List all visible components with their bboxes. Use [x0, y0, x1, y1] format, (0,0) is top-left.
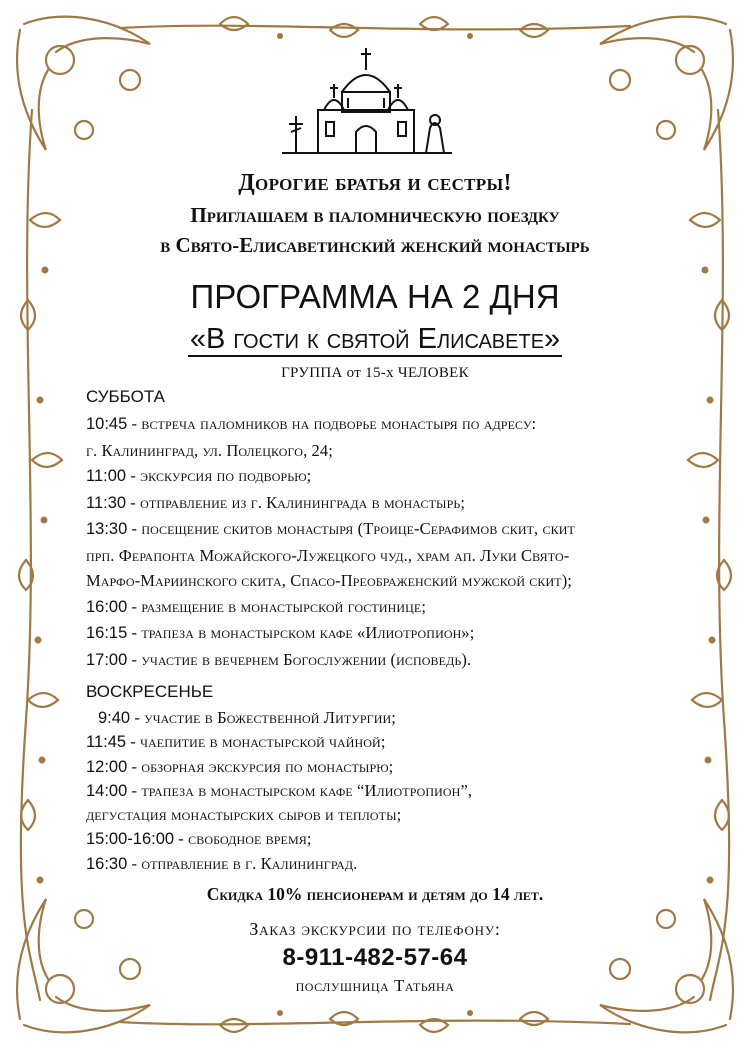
- schedule-desc: дегустация монастырских сыров и теплоты;: [86, 805, 402, 825]
- phone-number[interactable]: 8-911-482-57-64: [282, 944, 468, 971]
- schedule-time: 10:45: [86, 415, 128, 433]
- schedule-row: [86, 620, 676, 647]
- schedule-desc: - посещение скитов монастыря (Троице-Серафимов скит, скит: [127, 519, 575, 538]
- schedule-desc: - отправление из г. Калининграда в монастырь;: [126, 492, 466, 512]
- program-subtitle-wrap: [60, 323, 690, 356]
- schedule-desc: Марфо-Мариинского скита, Спасо-Преображенский мужской скит);: [86, 571, 572, 590]
- schedule-desc: - трапеза в монастырском кафе “Илиотропион”,: [127, 780, 473, 800]
- schedule-desc: - чаепитие в монастырской чайной;: [126, 732, 386, 752]
- schedule-time: 11:30: [86, 493, 127, 512]
- schedule-desc: - размещение в монастырской гостинице;: [127, 596, 427, 616]
- schedule-row: [86, 438, 676, 464]
- schedule-desc: - участие в Божественной Литургии;: [130, 708, 396, 727]
- schedule-row: [86, 411, 676, 438]
- schedule-row: [86, 594, 676, 621]
- contact-name: послушница Татьяна: [295, 976, 455, 995]
- sunday-schedule: [86, 706, 676, 876]
- program-title: ПРОГРАММА НА 2 ДНЯ: [190, 278, 560, 315]
- saturday-title: СУББОТА: [86, 387, 166, 406]
- schedule-desc: - отправление в г. Калининград.: [127, 853, 358, 873]
- invitation-line: Приглашаем в паломническую поездку: [190, 203, 560, 227]
- schedule-row: [86, 516, 676, 543]
- schedule-desc: прп. Ферапонта Можайского-Лужецкого чуд., храм ап. Луки Свято-: [86, 545, 570, 565]
- schedule-time: 11:45: [86, 733, 127, 752]
- schedule-time: 14:00: [86, 781, 128, 800]
- greeting-heading: Дорогие братья и сестры!: [238, 170, 512, 196]
- schedule-row: [86, 490, 676, 517]
- schedule-time: 11:00: [86, 467, 127, 485]
- schedule-time: 17:00: [86, 650, 128, 669]
- schedule-row: [86, 852, 676, 876]
- schedule-row: [86, 803, 676, 827]
- schedule-time: 16:30: [86, 854, 128, 873]
- schedule-desc: - трапеза в монастырском кафе «Илиотропион»;: [127, 623, 475, 642]
- schedule-desc: - обзорная экскурсия по монастырю;: [127, 756, 394, 776]
- schedule-row: [86, 755, 676, 779]
- schedule-time: 16:15: [86, 624, 128, 642]
- schedule-time: 9:40: [98, 709, 131, 727]
- schedule-time: 15:00-16:00: [86, 830, 175, 849]
- schedule-row: [86, 779, 676, 803]
- discount-note: Скидка 10% пенсионерам и детям до 14 лет.: [206, 884, 544, 904]
- schedule-desc: - участие в вечернем Богослужении (исповедь).: [127, 649, 472, 669]
- schedule-row: [86, 827, 676, 851]
- monastery-name: в Свято-Елисаветинский женский монастырь: [160, 233, 590, 257]
- saturday-schedule: [86, 411, 676, 673]
- schedule-row: [86, 730, 676, 754]
- schedule-desc: - экскурсия по подворью;: [126, 466, 312, 485]
- schedule-time: 13:30: [86, 520, 128, 538]
- schedule-time: 12:00: [86, 757, 128, 776]
- group-size-note: ГРУППА от 15-х ЧЕЛОВЕК: [281, 365, 469, 381]
- schedule-desc: г. Калининград, ул. Полецкого, 24;: [86, 440, 333, 460]
- schedule-row: [86, 463, 676, 490]
- schedule-desc: - свободное время;: [174, 829, 312, 849]
- schedule-desc: - встреча паломников на подворье монастыря по адресу:: [127, 414, 537, 433]
- schedule-row: [86, 543, 676, 569]
- schedule-row: [86, 647, 676, 674]
- schedule-row: [86, 568, 676, 594]
- sunday-title: ВОСКРЕСЕНЬЕ: [86, 682, 214, 701]
- order-note: Заказ экскурсии по телефону:: [249, 919, 501, 939]
- program-subtitle: «В гости к святой Елисавете»: [189, 323, 561, 355]
- schedule-row: [86, 706, 676, 730]
- schedule-time: 16:00: [86, 597, 128, 616]
